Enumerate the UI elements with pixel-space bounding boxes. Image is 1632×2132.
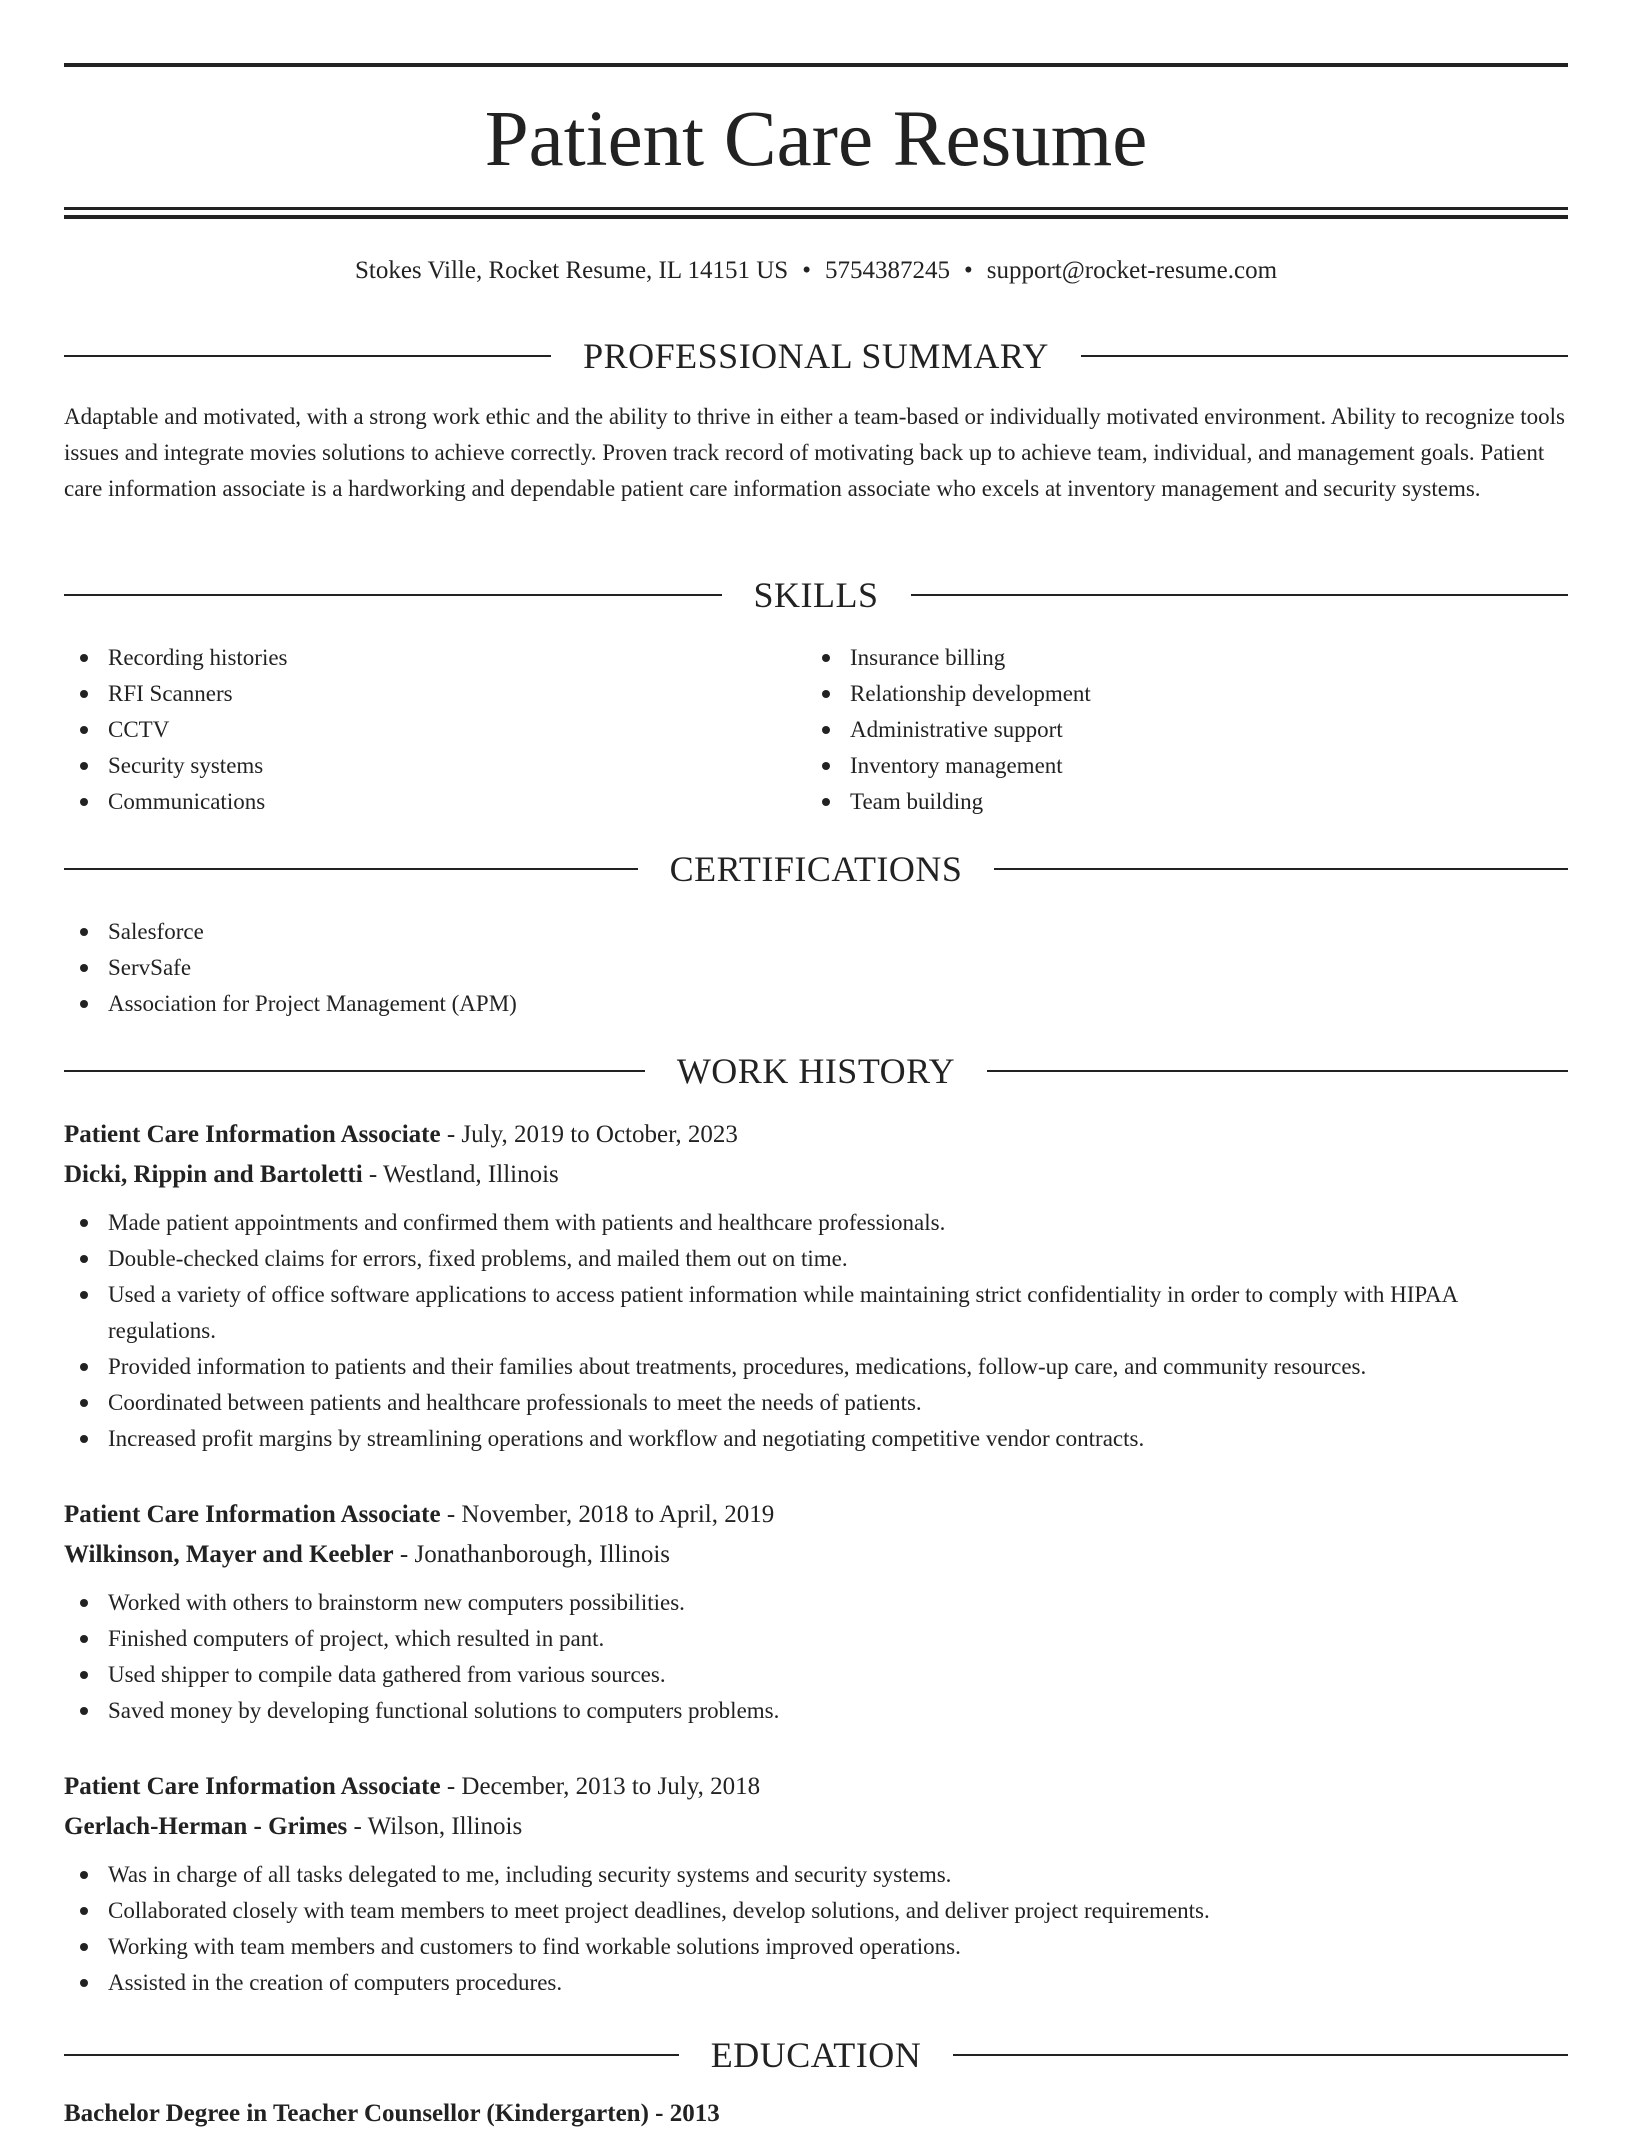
certifications-list (64, 914, 1568, 1022)
skill-item: Inventory management (806, 748, 1546, 784)
title-rule-upper (64, 207, 1568, 210)
bullet-icon (80, 1871, 88, 1879)
section-heading-skills (64, 573, 1568, 617)
job-location: - Jonathanborough, Illinois (393, 1541, 671, 1568)
bullet-icon (80, 798, 88, 806)
bullet-icon (80, 1435, 88, 1443)
bullet-icon (80, 1707, 88, 1715)
job-bullet: Assisted in the creation of computers procedures. (64, 1965, 1568, 2001)
job-location: - Wilson, Illinois (347, 1813, 523, 1840)
heading-rule (953, 2054, 1568, 2056)
job-dates: - December, 2013 to July, 2018 (440, 1773, 761, 1800)
company-name: Gerlach-Herman - Grimes (64, 1813, 348, 1840)
bullet-icon (80, 762, 88, 770)
contact-line (64, 254, 1568, 288)
job-title: Patient Care Information Associate (64, 1121, 441, 1148)
education-entry: Bachelor Degree in Teacher Counsellor (Kindergarten) - 2013 (64, 2100, 720, 2127)
contact-separator: • (963, 257, 973, 284)
job-bullet: Double-checked claims for errors, fixed problems, and mailed them out on time. (64, 1241, 1568, 1277)
heading-rule (64, 355, 551, 357)
skill-item: CCTV (64, 712, 804, 748)
heading-rule (64, 2054, 679, 2056)
job-bullet: Made patient appointments and confirmed them with patients and healthcare professionals. (64, 1205, 1568, 1241)
contact-phone: 5754387245 (824, 257, 950, 284)
job-location: - Westland, Illinois (362, 1161, 559, 1188)
bullet-icon (80, 1000, 88, 1008)
work-entry (64, 1115, 1568, 1457)
heading-rule (64, 1070, 645, 1072)
job-dates: - July, 2019 to October, 2023 (440, 1121, 738, 1148)
bullet-icon (80, 1291, 88, 1299)
title-rule-lower (64, 215, 1568, 219)
skill-item: RFI Scanners (64, 676, 804, 712)
skill-item: Insurance billing (806, 640, 1546, 676)
job-bullets (64, 1857, 1568, 2001)
section-heading-summary (64, 334, 1568, 378)
work-entry (64, 1495, 1568, 1729)
skill-item: Administrative support (806, 712, 1546, 748)
contact-separator: • (802, 257, 811, 284)
job-bullet: Saved money by developing functional solutions to computers problems. (64, 1693, 1568, 1729)
job-bullet: Increased profit margins by streamlining operations and workflow and negotiating competitive vendor contracts. (64, 1421, 1568, 1457)
section-title: SKILLS (753, 575, 879, 615)
company-name: Dicki, Rippin and Bartoletti (64, 1161, 363, 1188)
job-bullet: Coordinated between patients and healthcare professionals to meet the needs of patients. (64, 1385, 1568, 1421)
job-company-line (64, 1807, 1568, 1847)
heading-rule (987, 1070, 1568, 1072)
job-bullet: Worked with others to brainstorm new computers possibilities. (64, 1585, 1568, 1621)
section-heading-work-history (64, 1049, 1568, 1093)
bullet-icon (80, 1255, 88, 1263)
job-bullet: Working with team members and customers to find workable solutions improved operations. (64, 1929, 1568, 1965)
section-heading-certifications (64, 847, 1568, 891)
bullet-icon (80, 726, 88, 734)
skill-item: Team building (806, 784, 1546, 820)
job-bullets (64, 1205, 1568, 1457)
skills-list-right (806, 640, 1546, 820)
bullet-icon (80, 1363, 88, 1371)
professional-summary: Adaptable and motivated, with a strong work ethic and the ability to thrive in either a team-based or individually motivated environment. Ability to recognize tools issues and integrate movies solutions to achieve correctly. Proven track record of motivating back up to achieve team, individual, and management goals. Patient care information associate is a hardworking and dependable patient care information associate who excels at inventory management and security systems. (64, 404, 1566, 501)
bullet-icon (80, 1599, 88, 1607)
bullet-icon (80, 1671, 88, 1679)
bullet-icon (822, 762, 830, 770)
bullet-icon (80, 928, 88, 936)
job-company-line (64, 1535, 1568, 1575)
bullet-icon (80, 654, 88, 662)
certification-item: Salesforce (64, 914, 1568, 950)
contact-email: support@rocket-resume.com (986, 257, 1278, 284)
bullet-icon (80, 1907, 88, 1915)
job-bullets (64, 1585, 1568, 1729)
section-title: WORK HISTORY (676, 1051, 956, 1091)
bullet-icon (80, 690, 88, 698)
skills-list-left (64, 640, 804, 820)
job-bullet: Used shipper to compile data gathered from various sources. (64, 1657, 1568, 1693)
job-title-line (64, 1767, 1568, 1807)
section-title: CERTIFICATIONS (669, 849, 963, 889)
bullet-icon (80, 1219, 88, 1227)
job-bullet: Used a variety of office software applications to access patient information while maintaining strict confidentiality in order to comply with HIPAA regulations. (64, 1277, 1568, 1349)
skill-item: Relationship development (806, 676, 1546, 712)
heading-rule (911, 594, 1569, 596)
job-bullet: Provided information to patients and their families about treatments, procedures, medications, follow-up care, and community resources. (64, 1349, 1568, 1385)
bullet-icon (80, 964, 88, 972)
bullet-icon (822, 654, 830, 662)
certification-item: Association for Project Management (APM) (64, 986, 1568, 1022)
skill-item: Security systems (64, 748, 804, 784)
resume-title: Patient Care Resume (484, 96, 1148, 183)
job-title: Patient Care Information Associate (64, 1773, 441, 1800)
skill-item: Communications (64, 784, 804, 820)
job-company-line (64, 1155, 1568, 1195)
heading-rule (64, 594, 722, 596)
company-name: Wilkinson, Mayer and Keebler (64, 1541, 394, 1568)
bullet-icon (80, 1943, 88, 1951)
certification-item: ServSafe (64, 950, 1568, 986)
job-title: Patient Care Information Associate (64, 1501, 441, 1528)
job-title-line (64, 1495, 1568, 1535)
section-heading-education (64, 2033, 1568, 2077)
bullet-icon (80, 1979, 88, 1987)
job-bullet: Finished computers of project, which resulted in pant. (64, 1621, 1568, 1657)
skill-item: Recording histories (64, 640, 804, 676)
bullet-icon (822, 726, 830, 734)
bullet-icon (80, 1399, 88, 1407)
bullet-icon (822, 690, 830, 698)
work-entry (64, 1767, 1568, 2001)
section-title: PROFESSIONAL SUMMARY (583, 336, 1049, 376)
bullet-icon (80, 1635, 88, 1643)
heading-rule (64, 868, 638, 870)
top-rule (64, 63, 1568, 67)
job-title-line (64, 1115, 1568, 1155)
heading-rule (1081, 355, 1568, 357)
bullet-icon (822, 798, 830, 806)
heading-rule (994, 868, 1568, 870)
job-bullet: Collaborated closely with team members to meet project deadlines, develop solutions, and deliver project requirements. (64, 1893, 1568, 1929)
contact-address: Stokes Ville, Rocket Resume, IL 14151 US (354, 257, 789, 284)
section-title: EDUCATION (710, 2035, 922, 2075)
job-bullet: Was in charge of all tasks delegated to me, including security systems and security systems. (64, 1857, 1568, 1893)
job-dates: - November, 2018 to April, 2019 (440, 1501, 775, 1528)
